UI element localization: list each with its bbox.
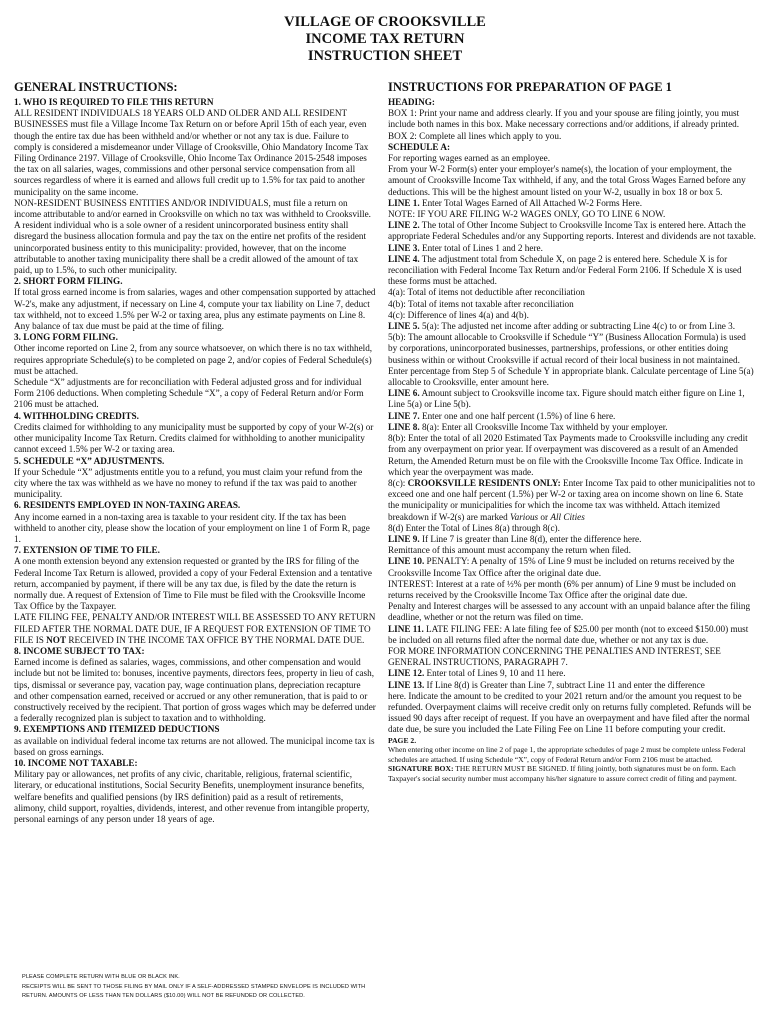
section-3-text: Other income reported on Line 2, from any source whatsoever, on which there is no tax withheld, requires appropriate Schedule(s) to be completed on page 2, and/or copies of Federal Schedule(s) must be attached. — [14, 343, 373, 376]
line-3: LINE 3. Enter total of Lines 1 and 2 here. — [388, 242, 543, 253]
page1-instructions-column — [388, 80, 756, 784]
title-return: INCOME TAX RETURN — [305, 31, 465, 47]
penalty-text: Penalty and Interest charges will be assessed to any account with an unpaid balance after the filing deadline, whether or not the return was filed on time. — [388, 601, 751, 623]
general-instructions-column — [14, 80, 376, 825]
section-2-text: If total gross earned income is from salaries, wages and other compensation supported by attached W-2's, make any adjustment, if necessary on Line 4, compute your tax liability on Line 7, deduct tax withheld, not to exceed 1.5% per W-2 or taxing area, plus any estimate payments on Line 8. Any balance of tax due must be paid at the time of filing. — [14, 287, 376, 332]
line-12: LINE 12. Enter total of Lines 9, 10 and 11 here. — [388, 668, 566, 679]
schedule-a-label: SCHEDULE A: — [388, 141, 451, 152]
line-8d: 8(d) Enter the Total of Lines 8(a) through 8(c). — [388, 522, 560, 533]
section-1-text-nonresident: NON-RESIDENT BUSINESS ENTITIES AND/OR INDIVIDUALS, must file a return on income attributable to and/or earned in Crooksville on which no tax was withheld to Crooksville. A resident individual who is a sole owner of a resident unincorporated business entity shall disregard the business allocation formula and pay the tax on the entire net profits of the resident unincorporated business entity to this municipality: provided, however, that on the income attributable to another taxing municipality there shall be a credit allowed of the amount of tax paid, up to 1.5%, to such other municipality. — [14, 197, 371, 276]
page1-instructions-heading: INSTRUCTIONS FOR PREPARATION OF PAGE 1 — [388, 80, 672, 94]
section-9-title: 9. EXEMPTIONS AND ITEMIZED DEDUCTIONS — [14, 724, 220, 735]
section-9-text: as available on individual federal income tax returns are not allowed. The municipal income tax is based on gross earnings. — [14, 735, 375, 757]
box2-text: BOX 2: Complete all lines which apply to you. — [388, 130, 562, 141]
line-4b: 4(b): Total of items not taxable after reconciliation — [388, 298, 574, 309]
notice-receipts: RECEIPTS WILL BE SENT TO THOSE FILING BY MAIL ONLY IF A SELF-ADDRESSED STAMPED ENVELOPE IS INCLUDED WITH — [22, 983, 366, 990]
line-9: LINE 9. If Line 7 is greater than Line 8(d), enter the difference here. — [388, 533, 642, 544]
section-7-late-filing-notice: LATE FILING FEE, PENALTY AND/OR INTEREST WILL BE ASSESSED TO ANY RETURN FILED AFTER THE NORMAL DATE DUE, IF A REQUEST FOR EXTENSION OF TIME TO FILE IS NOT RECEIVED IN THE INCOME TAX OFFICE BY THE NORMAL DATE DUE. — [14, 612, 376, 645]
line-5b: 5(b): The amount allocable to Crooksville if Schedule “Y” (Business Allocation Formula) is used by corporations, unincorporated businesses, partnerships, professions, or other entities doing business within or without Crooksville if actual record of their local business in not maintained. Enter percentage from Step 5 of Schedule Y in appropriate blank. Calculate percentage of Line 5(a) allocable to Crooksville, enter amount here. — [388, 332, 754, 388]
line-13-text: here. Indicate the amount to be credited to your 2021 return and/or the amount you request to be refunded. Overpayment claims will receive credit only on returns fully completed. Refunds will be issued 90 days after receipt of request. If you have an overpayment and have filed after the normal date due, be sure you included the Late Filing Fee on Line 11 before computing your credit. — [388, 690, 752, 735]
section-10-text: Military pay or allowances, net profits of any civic, charitable, religious, fraternal scientific, literary, or educational institutions, Social Security Benefits, unemployment insurance benefits, welfare benefits and qualified pensions (by IRS definition) paid as a result of retirements, alimony, child support, royalties, dividends, interest, and other revenue from intangible property, personal earnings of any person under 18 years of age. — [14, 769, 370, 824]
line-7: LINE 7. Enter one and one half percent (1.5%) of line 6 here. — [388, 410, 616, 421]
return-notice — [22, 973, 372, 1002]
line-8: LINE 8. 8(a): Enter all Crooksville Income Tax withheld by your employer. — [388, 421, 668, 432]
section-3-text-schedule-x: Schedule “X” adjustments are for reconciliation with Federal adjusted gross and for individual Form 2106 deductions. When completing Schedule “X”, a copy of Federal Return and/or Form 2106 must be attached. — [14, 377, 364, 410]
line-1: LINE 1. Enter Total Wages Earned of All Attached W-2 Forms Here. — [388, 197, 643, 208]
document-title — [0, 14, 770, 65]
section-3-title: 3. LONG FORM FILING. — [14, 332, 118, 343]
title-instruction-sheet: INSTRUCTION SHEET — [307, 48, 463, 64]
line-4a: 4(a): Total of items not deductible after reconciliation — [388, 287, 585, 298]
section-4-title: 4. WITHHOLDING CREDITS. — [14, 410, 139, 421]
line-6: LINE 6. Amount subject to Crooksville income tax. Figure should match either figure on Line 1, Line 5(a) or Line 5(b). — [388, 388, 745, 410]
section-7-text: A one month extension beyond any extension requested or granted by the IRS for filing of the Federal Income Tax Return is allowed, provided a copy of your Federal Extension and a tentative return, accompanied by payment, if there will be any tax due, is filed by the date the return is normally due. A request of Extension of Time to File must be filed with the Crooksville Income Tax Office by the Taxpayer. — [14, 556, 372, 612]
line-4: LINE 4. The adjustment total from Schedule X, on page 2 is entered here. Schedule X is for reconciliation with Federal Income Tax Return and/or Federal Form 2106. If Schedule X is used these forms must be attached. — [388, 253, 742, 287]
section-7-title: 7. EXTENSION OF TIME TO FILE. — [14, 545, 160, 556]
section-8-text: Earned income is defined as salaries, wages, commissions, and other compensation and would include but not be limited to: bonuses, incentive payments, directors fees, property in lieu of cash, tips, dismissal or severance pay, vacation pay, wage continuation plans, depreciation recapture and other compensation earned, received or accrued or any other remuneration, that is paid to or constructively received by the recipient. That portion of gross wages which may be deferred under a federally recognized plan is subject to taxation and to withholding. — [14, 657, 376, 724]
notice-amounts: RETURN. AMOUNTS OF LESS THAN TEN DOLLARS ($10.00) WILL NOT BE REFUNDED OR COLLECTED. — [22, 993, 305, 1000]
section-8-title: 8. INCOME SUBJECT TO TAX: — [14, 645, 145, 656]
section-4-text: Credits claimed for withholding to any municipality must be supported by copy of your W-2(s) or other municipality Income Tax Return. Credits claimed for withholding to another municipality cannot exceed 1.5% per W-2 or taxing area. — [14, 421, 374, 455]
signature-box: SIGNATURE BOX: THE RETURN MUST BE SIGNED. If filing jointly, both signatures must be on form. Each Taxpayer's social security number must accompany his/her signature to assure correct credit of filing and payment. — [388, 764, 737, 783]
line-10: LINE 10. PENALTY: A penalty of 15% of Line 9 must be included on returns received by the Crooksville Income Tax Office after the original date due. — [388, 556, 735, 578]
line-5: LINE 5. 5(a): The adjusted net income after adding or subtracting Line 4(c) to or from Line 3. — [388, 321, 736, 332]
line-11: LINE 11. LATE FILING FEE: A late filing fee of $25.00 per month (not to exceed $150.00) must be included on all returns filed after the normal date due, whether or not any tax is due. — [388, 623, 749, 645]
line-13: LINE 13. If Line 8(d) is Greater than Line 7, subtract Line 11 and enter the difference — [388, 679, 705, 690]
section-6-title: 6. RESIDENTS EMPLOYED IN NON-TAXING AREAS. — [14, 500, 241, 511]
line-2: LINE 2. The total of Other Income Subject to Crooksville Income Tax is entered here. Attach the appropriate Federal Schedules and/or any Supporting reports. Interest and dividends are not taxable. — [388, 220, 756, 242]
general-instructions-heading: GENERAL INSTRUCTIONS: — [14, 80, 178, 94]
section-1-text: ALL RESIDENT INDIVIDUALS 18 YEARS OLD AND OLDER AND ALL RESIDENT BUSINESSES must file a Village Income Tax Return on or before April 15th of each year, even though the entire tax due has been withheld and/or whether or not any tax is due. Failure to comply is considered a misdemeanor under Village of Crooksville, Ohio Mandatory Income Tax Filing Ordinance 2197. Village of Crooksville, Ohio Income Tax Ordinance 2015-2548 imposes the tax on all salaries, wages, commissions and other personal service compensation from all sources regardless of where it is earned and allows full credit up to 1.5% for tax paid to another municipality on the same income. — [14, 108, 369, 197]
notice-ink: PLEASE COMPLETE RETURN WITH BLUE OR BLACK INK. — [22, 974, 180, 980]
more-info: FOR MORE INFORMATION CONCERNING THE PENALTIES AND INTEREST, SEE GENERAL INSTRUCTIONS, PARAGRAPH 7. — [388, 645, 721, 668]
section-5-title: 5. SCHEDULE “X” ADJUSTMENTS. — [14, 455, 165, 466]
line-8b: 8(b): Enter the total of all 2020 Estimated Tax Payments made to Crooksville including any credit from any overpayment on prior year. If overpayment was discovered as a result of an Amended Return, the Amended Return must be on file with the Crooksville Income Tax Office. Indicate in which year the overpayment was made. — [388, 433, 748, 477]
schedule-a-text-w2: From your W-2 Form(s) enter your employer's name(s), the location of your employment, the amount of Crooksville Income Tax withheld, if any, and the total Gross Wages Earned before any deductions. This will be the highest amount listed on your W-2, usually in box 18 or box 5. — [388, 164, 746, 197]
box1-text: BOX 1: Print your name and address clearly. If you and your spouse are filing jointly, you must include both names in this box. Make necessary corrections and/or additions, if already printed. — [388, 108, 740, 130]
line-8c: 8(c): CROOKSVILLE RESIDENTS ONLY: Enter Income Tax paid to other municipalities not to exceed one and one half percent (1.5%) per W-2 or taxing area on income shown on line 6. State the municipality or municipalities for which the income tax was withheld. Attach itemized breakdown if W-2(s) are marked Various or All Cities — [388, 477, 756, 522]
line-1-note: NOTE: IF YOU ARE FILING W-2 WAGES ONLY, GO TO LINE 6 NOW. — [388, 209, 666, 220]
section-6-text: Any income earned in a non-taxing area is taxable to your resident city. If the tax has been withheld to another city, please show the location of your employment on line 1 of Form R, page 1. — [14, 511, 370, 544]
title-village: VILLAGE OF CROOKSVILLE — [284, 14, 486, 30]
schedule-a-text: For reporting wages earned as an employee. — [388, 153, 550, 164]
section-10-title: 10. INCOME NOT TAXABLE: — [14, 757, 138, 768]
page-2-label: PAGE 2. — [388, 735, 417, 745]
section-2-title: 2. SHORT FORM FILING. — [14, 276, 123, 287]
heading-label: HEADING: — [388, 97, 435, 107]
section-1-title: 1. WHO IS REQUIRED TO FILE THIS RETURN — [14, 97, 214, 107]
line-9-remittance: Remittance of this amount must accompany the return when filed. — [388, 545, 631, 556]
page-2-text: When entering other income on line 2 of page 1, the appropriate schedules of page 2 must be complete unless Federal schedules are attached. If using Schedule “X”, copy of Federal Return and/or Form 2106 must be attached. — [388, 745, 746, 764]
section-5-text: If your Schedule “X” adjustments entitle you to a refund, you must claim your refund from the city where the tax was withheld as we have no money to refund if the tax was paid to another municipality. — [14, 466, 363, 500]
line-4c: 4(c): Difference of lines 4(a) and 4(b). — [388, 309, 529, 320]
interest-text: INTEREST: Interest at a rate of ½% per month (6% per annum) of Line 9 must be included on returns received by the Crooksville Income Tax Office after the original date due. — [388, 578, 736, 600]
